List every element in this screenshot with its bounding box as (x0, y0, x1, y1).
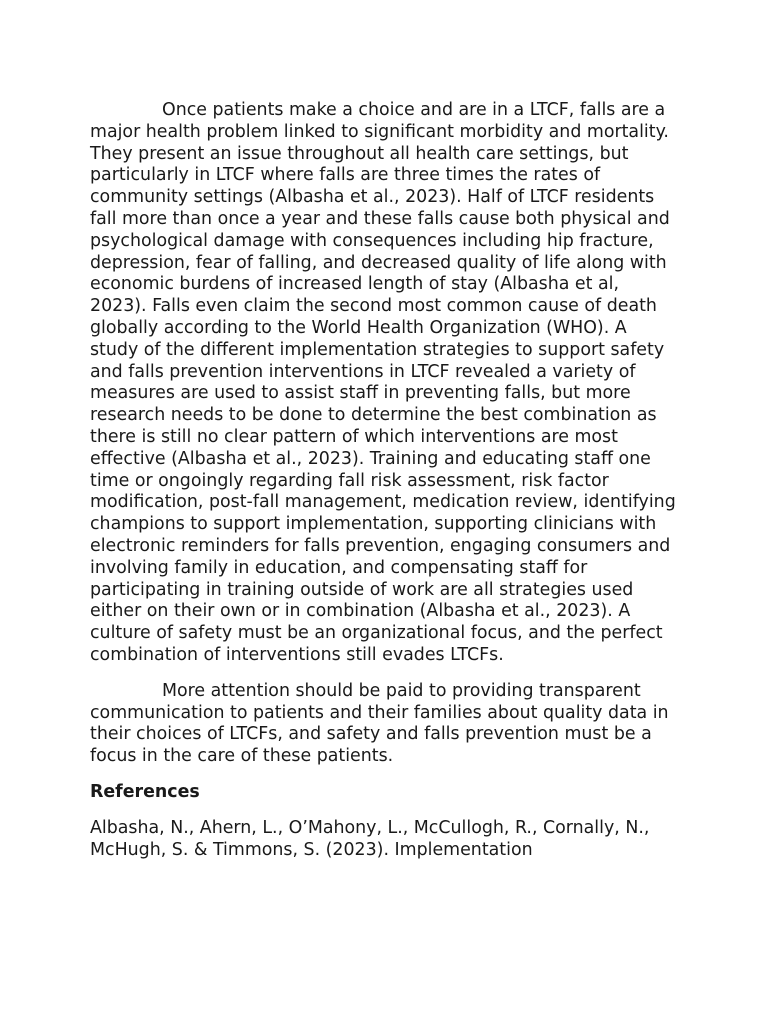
reference-entry: Albasha, N., Ahern, L., O’Mahony, L., McCullogh, R., Cornally, N., McHugh, S. & Timmons, S. (2023). Implementation (90, 817, 650, 860)
body-paragraph-communication: More attention should be paid to providing transparent communication to patients and their families about quality data in their choices of LTCFs, and safety and falls prevention must be a focus in the care of these patients. (90, 680, 669, 767)
document-page (90, 100, 680, 861)
body-paragraph-falls: Once patients make a choice and are in a LTCF, falls are a major health problem linked to significant morbidity and mortality. They present an issue throughout all health care settings, but particularly in LTCF where falls are three times the rates of community settings (Albasha et al., 2023). Half of LTCF residents fall more than once a year and these falls cause both physical and psychological damage with consequences including hip fracture, depression, fear of falling, and decreased quality of life along with economic burdens of increased length of stay (Albasha et al, 2023). Falls even claim the second most common cause of death globally according to the World Health Organization (WHO). A study of the different implementation strategies to support safety and falls prevention interventions in LTCF revealed a variety of measures are used to assist staff in preventing falls, but more research needs to be done to determine the best combination as there is still no clear pattern of which interventions are most effective (Albasha et al., 2023). Training and educating staff one time or ongoingly regarding fall risk assessment, risk factor modification, post-fall management, medication review, identifying champions to support implementation, supporting clinicians with electronic reminders for falls prevention, engaging consumers and involving family in education, and compensating staff for participating in training outside of work are all strategies used either on their own or in combination (Albasha et al., 2023). A culture of safety must be an organizational focus, and the perfect combination of interventions still evades LTCFs. (90, 100, 676, 665)
references-heading: References (90, 781, 200, 802)
